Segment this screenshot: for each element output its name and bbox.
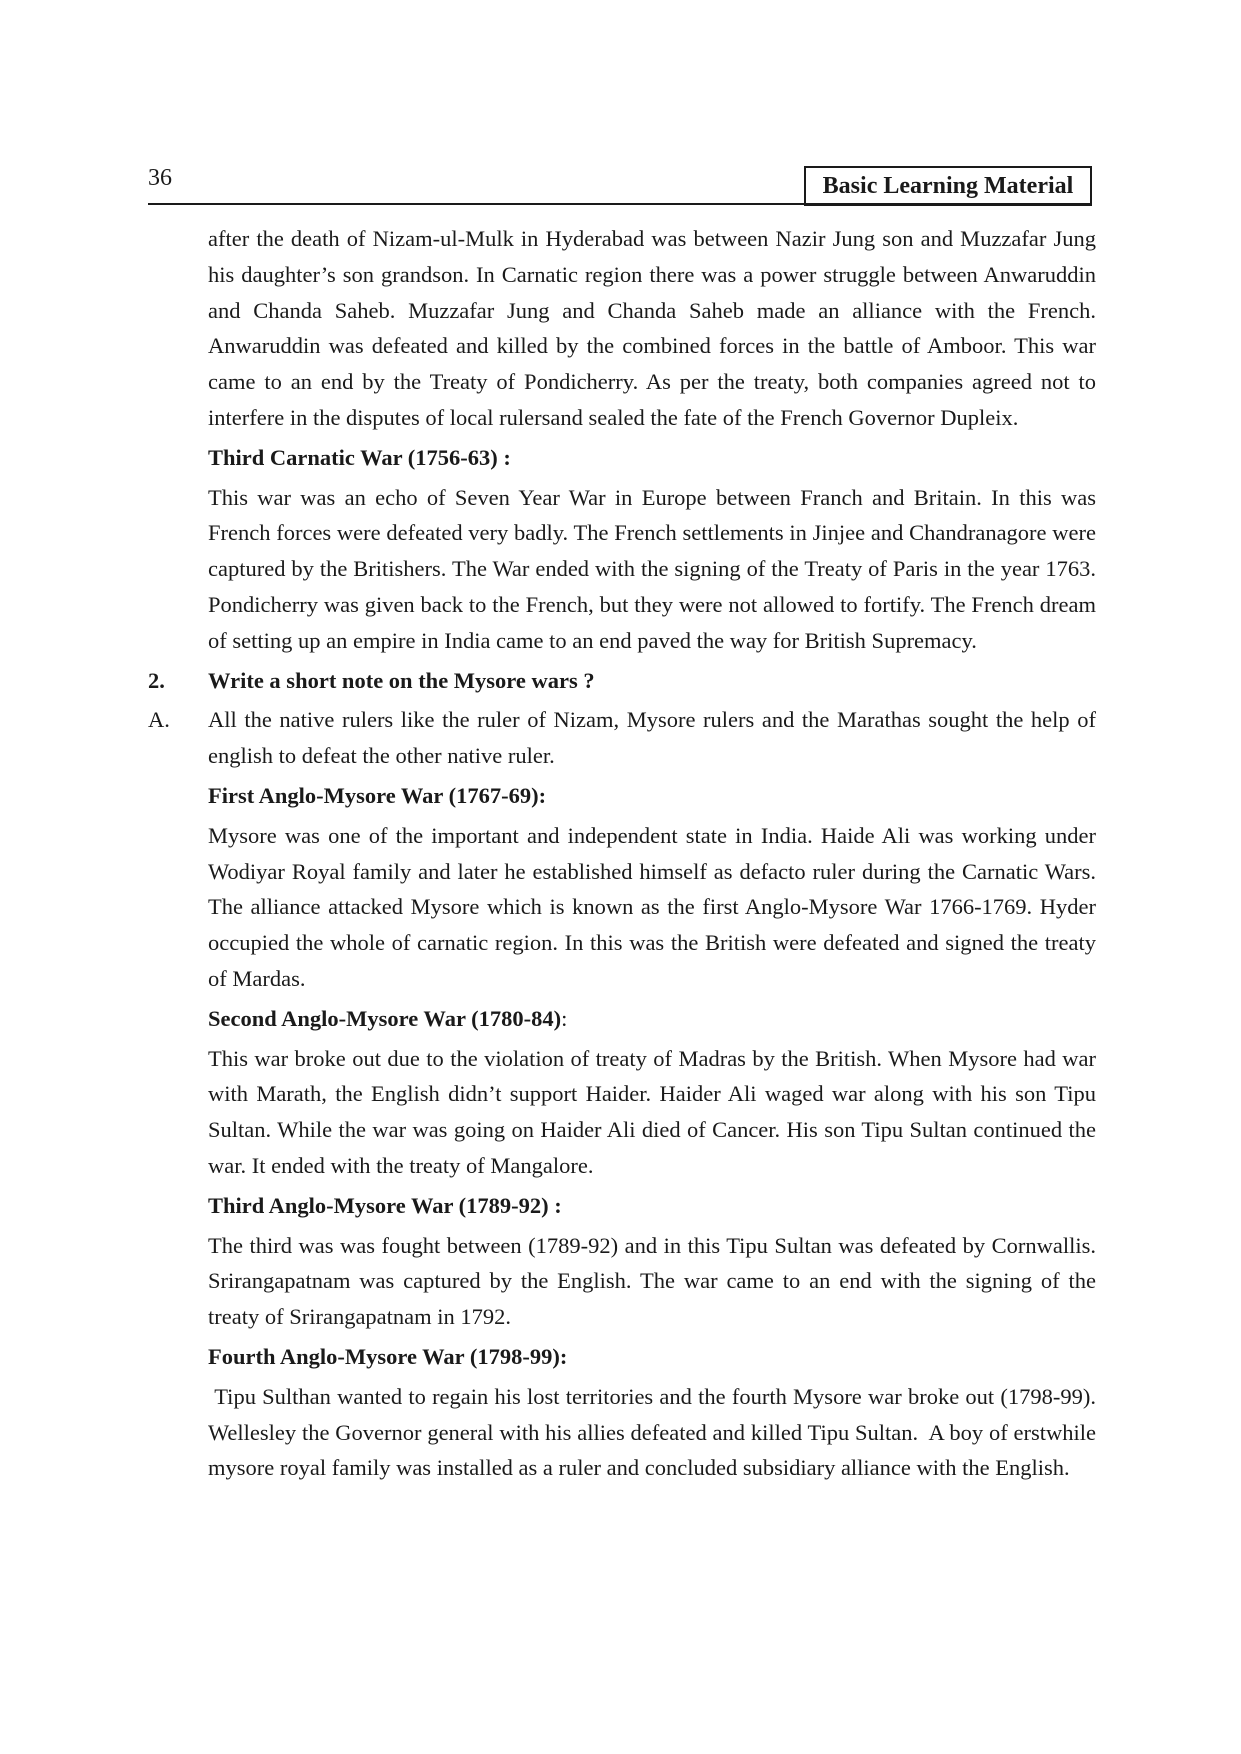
intro-paragraph: after the death of Nizam-ul-Mulk in Hyderabad was between Nazir Jung son and Muzzafar Jung his daughter’s son grandson. In Carnatic region there was a power struggle between Anwaruddin and Chanda Saheb. Muzzafar Jung and Chanda Saheb made an alliance with the French. Anwaruddin was defeated and killed by the combined forces in the battle of Amboor. This war came to an end by the Treaty of Pondicherry. As per the treaty, both companies agreed not to interfere in the disputes of local rulersand sealed the fate of the French Governor Dupleix. xyxy=(208,226,1096,430)
answer-text: All the native rulers like the ruler of Nizam, Mysore rulers and the Marathas sought the help of english to defeat the other native ruler. xyxy=(208,707,1096,769)
third-mysore-war-text: The third was was fought between (1789-92) and in this Tipu Sultan was defeated by Cornwallis. Srirangapatnam was captured by the English. The war came to an end with the signing of the treaty of Srirangapatnam in 1792. xyxy=(208,1232,1096,1330)
fourth-mysore-war-text: Tipu Sulthan wanted to regain his lost territories and the fourth Mysore war broke out (1798-99). Wellesley the Governor general with his allies defeated and killed Tipu Sultan. A boy of erstwhile mysore royal family was installed as a ruler and concluded subsidiary alliance with the English. xyxy=(208,1383,1102,1481)
header-rule xyxy=(148,203,1092,205)
question-2 xyxy=(148,663,1096,699)
answer-2 xyxy=(148,702,1096,774)
second-mysore-war-heading: Second Anglo-Mysore War (1780-84) xyxy=(208,1005,562,1031)
second-mysore-war-text: This war broke out due to the violation of treaty of Madras by the British. When Mysore had war with Marath, the English didn’t support Haider. Haider Ali waged war along with his son Tipu Sultan. While the war was going on Haider Ali died of Cancer. His son Tipu Sultan continued the war. It ended with the treaty of Mangalore. xyxy=(208,1045,1096,1178)
third-mysore-war-heading: Third Anglo-Mysore War (1789-92) : xyxy=(208,1192,562,1218)
second-mysore-war-heading-colon: : xyxy=(561,1005,568,1031)
fourth-mysore-war-heading: Fourth Anglo-Mysore War (1798-99): xyxy=(208,1343,568,1369)
answer-marker: A. xyxy=(148,707,170,733)
question-text: Write a short note on the Mysore wars ? xyxy=(208,667,595,693)
page-content xyxy=(148,221,1102,1490)
question-number: 2. xyxy=(148,667,165,693)
running-header-title: Basic Learning Material xyxy=(804,166,1092,206)
third-carnatic-war-heading: Third Carnatic War (1756-63) : xyxy=(208,444,511,470)
first-mysore-war-text: Mysore was one of the important and independent state in India. Haide Ali was working under Wodiyar Royal family and later he established himself as defacto ruler during the Carnatic Wars. The alliance attacked Mysore which is known as the first Anglo-Mysore War 1766-1769. Hyder occupied the whole of carnatic region. In this was the British were defeated and signed the treaty of Mardas. xyxy=(208,822,1096,991)
page-number: 36 xyxy=(148,165,172,191)
third-carnatic-war-text: This war was an echo of Seven Year War in Europe between Franch and Britain. In this was French forces were defeated very badly. The French settlements in Jinjee and Chandranagore were captured by the Britishers. The War ended with the signing of the Treaty of Paris in the year 1763. Pondicherry was given back to the French, but they were not allowed to fortify. The French dream of setting up an empire in India came to an end paved the way for British Supremacy. xyxy=(208,484,1096,653)
second-mysore-war-heading-line xyxy=(208,1001,1096,1037)
first-mysore-war-heading: First Anglo-Mysore War (1767-69): xyxy=(208,782,547,808)
